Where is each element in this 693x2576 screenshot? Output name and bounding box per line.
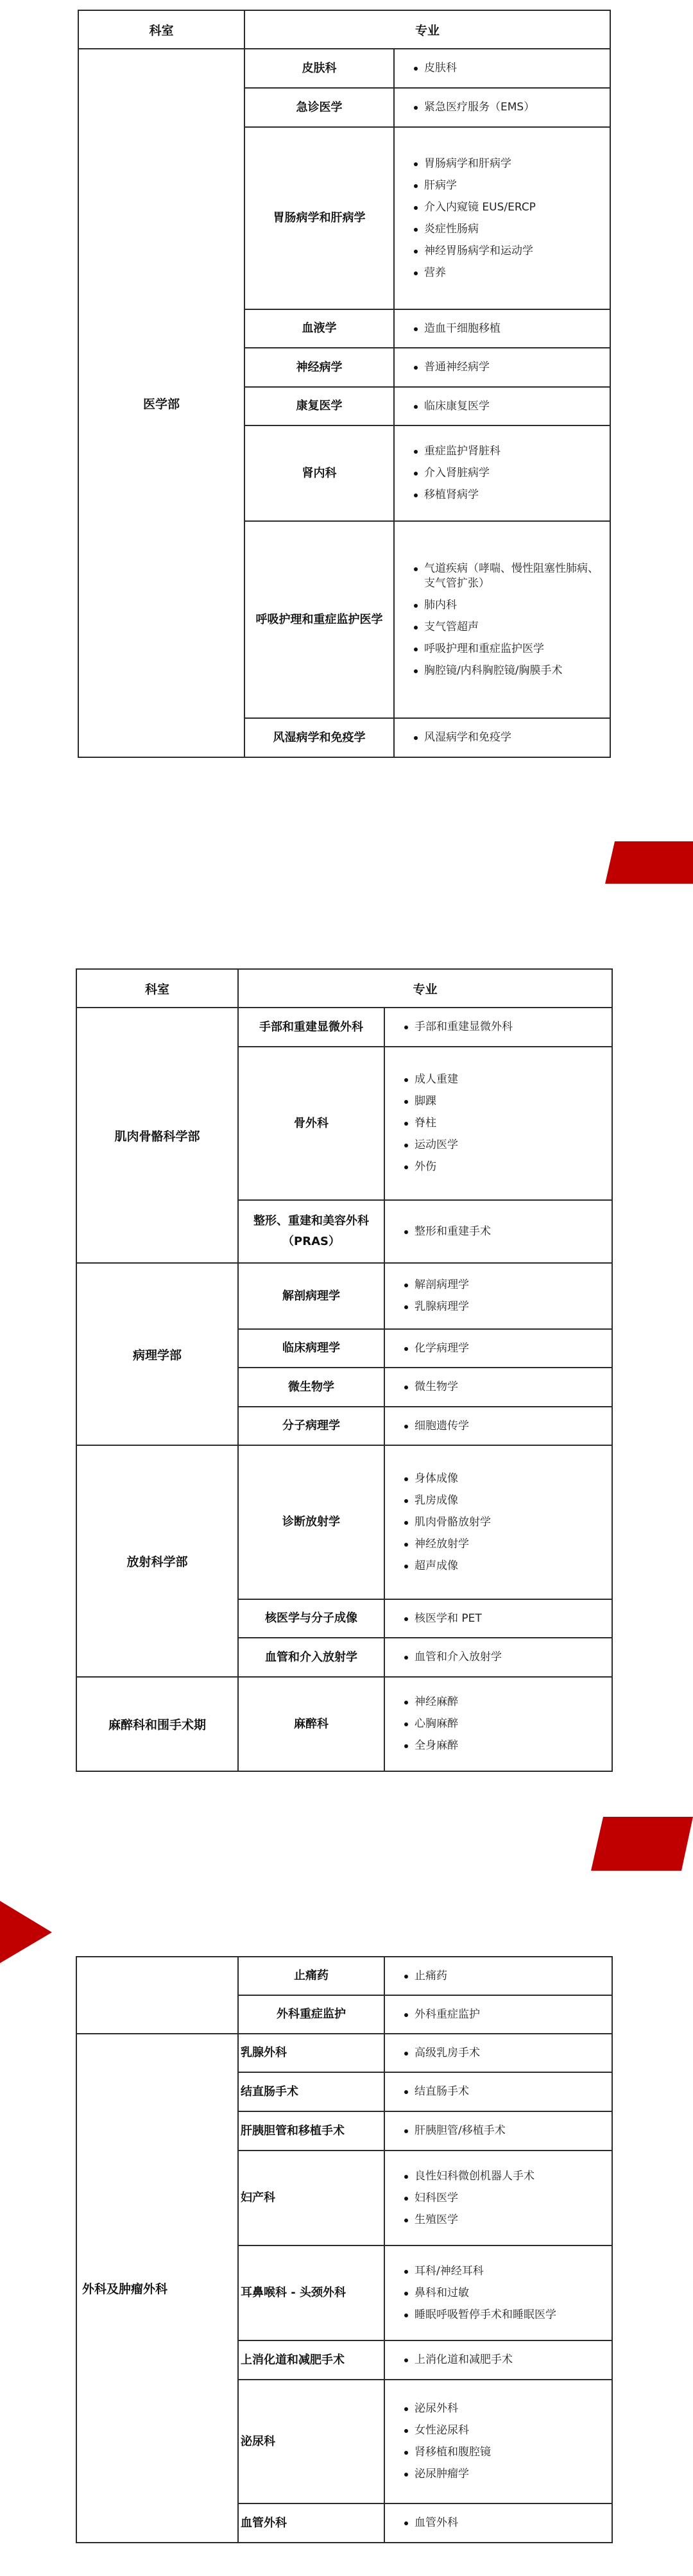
sub-department: 分子病理学	[238, 1407, 384, 1445]
specialty-item: 神经胃肠病学和运动学	[414, 244, 603, 259]
specialty-item: 耳科/神经耳科	[404, 2264, 605, 2279]
specialty-item: 普通神经病学	[414, 360, 603, 375]
sub-department: 麻醉科	[238, 1677, 384, 1771]
specialty-list	[384, 1407, 612, 1445]
specialty-item: 重症监护肾脏科	[414, 444, 603, 459]
sub-department: 神经病学	[244, 348, 394, 387]
sub-department: 妇产科	[238, 2151, 384, 2245]
specialty-list	[384, 1599, 612, 1638]
specialty-item: 乳房成像	[404, 1493, 605, 1508]
specialty-item: 肺内科	[414, 598, 603, 613]
sub-department: 康复医学	[244, 387, 394, 425]
specialty-item: 女性泌尿科	[404, 2423, 605, 2438]
specialty-item: 心胸麻醉	[404, 1717, 605, 1731]
department-cell: 放射科学部	[76, 1445, 238, 1677]
sub-department: 血管和介入放射学	[238, 1638, 384, 1677]
specialty-item: 上消化道和减肥手术	[404, 2353, 605, 2367]
specialty-item: 脚踝	[404, 1094, 605, 1109]
specialty-item: 乳腺病理学	[404, 1300, 605, 1314]
specialty-item: 介入肾脏病学	[414, 466, 603, 481]
specialty-item: 临床康复医学	[414, 399, 603, 414]
department-table-2	[76, 968, 613, 1772]
specialty-list	[384, 2245, 612, 2340]
specialty-item: 移植肾病学	[414, 488, 603, 502]
red-arrow-shape	[0, 1901, 52, 1963]
specialty-item: 胸腔镜/内科胸腔镜/胸膜手术	[414, 664, 603, 678]
specialty-list	[384, 1008, 612, 1047]
specialty-item: 造血干细胞移植	[414, 322, 603, 336]
department-table-3	[76, 1956, 613, 2543]
specialty-item: 鼻科和过敏	[404, 2286, 605, 2301]
specialty-item: 外伤	[404, 1160, 605, 1174]
specialty-list	[384, 1368, 612, 1407]
specialty-item: 血管和介入放射学	[404, 1650, 605, 1665]
sub-department: 血管外科	[238, 2503, 384, 2543]
specialty-item: 皮肤科	[414, 61, 603, 76]
specialty-item: 运动医学	[404, 1138, 605, 1153]
specialty-item: 生殖医学	[404, 2213, 605, 2228]
sub-department: 诊断放射学	[238, 1445, 384, 1599]
sub-department: 微生物学	[238, 1368, 384, 1407]
sub-department: 耳鼻喉科 - 头颈外科	[238, 2245, 384, 2340]
specialty-list	[384, 2340, 612, 2380]
specialty-item: 神经麻醉	[404, 1695, 605, 1710]
specialty-item: 细胞遗传学	[404, 1419, 605, 1434]
specialty-item: 肝病学	[414, 178, 603, 193]
specialty-item: 良性妇科微创机器人手术	[404, 2169, 605, 2184]
specialty-item: 超声成像	[404, 1559, 605, 1574]
specialty-list	[384, 1445, 612, 1599]
header-department: 科室	[78, 10, 244, 49]
specialty-item: 结直肠手术	[404, 2084, 605, 2099]
specialty-item: 脊柱	[404, 1116, 605, 1131]
sub-department: 外科重症监护	[238, 1995, 384, 2034]
specialty-item: 解剖病理学	[404, 1278, 605, 1292]
specialty-item: 手部和重建显微外科	[404, 1020, 605, 1035]
header-specialty: 专业	[238, 969, 612, 1008]
specialty-item: 肾移植和腹腔镜	[404, 2445, 605, 2460]
specialty-item: 肝胰胆管/移植手术	[404, 2124, 605, 2138]
header-specialty: 专业	[244, 10, 610, 49]
specialty-item: 神经放射学	[404, 1537, 605, 1552]
specialty-item: 止痛药	[404, 1969, 605, 1984]
specialty-list	[384, 1200, 612, 1263]
specialty-item: 泌尿外科	[404, 2401, 605, 2416]
specialty-item: 微生物学	[404, 1380, 605, 1395]
specialty-item: 化学病理学	[404, 1341, 605, 1356]
department-cell: 病理学部	[76, 1263, 238, 1445]
red-banner-shape-2	[591, 1817, 693, 1871]
specialty-item: 妇科医学	[404, 2191, 605, 2206]
sub-department: 泌尿科	[238, 2380, 384, 2503]
header-department: 科室	[76, 969, 238, 1008]
sub-department: 乳腺外科	[238, 2034, 384, 2072]
sub-department: 风湿病学和免疫学	[244, 718, 394, 757]
sub-department: 血液学	[244, 309, 394, 348]
specialty-item: 外科重症监护	[404, 2007, 605, 2022]
specialty-item: 气道疾病（哮喘、慢性阻塞性肺病、支气管扩张）	[414, 562, 603, 591]
specialty-list	[384, 1677, 612, 1771]
department-cell: 外科及肿瘤外科	[76, 2034, 238, 2543]
sub-department: 临床病理学	[238, 1329, 384, 1368]
specialty-item: 血管外科	[404, 2516, 605, 2530]
specialty-item: 胃肠病学和肝病学	[414, 157, 603, 171]
sub-department: 解剖病理学	[238, 1263, 384, 1329]
specialty-item: 核医学和 PET	[404, 1611, 605, 1626]
sub-department: 结直肠手术	[238, 2072, 384, 2111]
specialty-list	[384, 1995, 612, 2034]
department-cell-continued	[76, 1957, 238, 2034]
specialty-list	[384, 2111, 612, 2151]
specialty-item: 肌肉骨骼放射学	[404, 1515, 605, 1530]
red-banner-shape-1	[605, 841, 693, 884]
sub-department: 骨外科	[238, 1047, 384, 1200]
specialty-item: 风湿病学和免疫学	[414, 730, 603, 745]
specialty-item: 炎症性肠病	[414, 222, 603, 237]
specialty-list	[384, 2072, 612, 2111]
sub-department: 整形、重建和美容外科（PRAS）	[238, 1200, 384, 1263]
sub-department: 胃肠病学和肝病学	[244, 127, 394, 309]
specialty-item: 身体成像	[404, 1472, 605, 1486]
sub-department: 上消化道和减肥手术	[238, 2340, 384, 2380]
specialty-item: 高级乳房手术	[404, 2046, 605, 2061]
sub-department: 皮肤科	[244, 49, 394, 88]
department-cell: 麻醉科和围手术期	[76, 1677, 238, 1771]
specialty-list	[384, 1329, 612, 1368]
specialty-item: 全身麻醉	[404, 1739, 605, 1753]
sub-department: 呼吸护理和重症监护医学	[244, 521, 394, 718]
specialty-item: 介入内窥镜 EUS/ERCP	[414, 200, 603, 215]
specialty-item: 泌尿肿瘤学	[404, 2467, 605, 2482]
department-cell: 医学部	[78, 49, 244, 757]
specialty-list	[384, 2380, 612, 2503]
specialty-list	[384, 2503, 612, 2543]
specialty-item: 睡眠呼吸暂停手术和睡眠医学	[404, 2308, 605, 2323]
specialty-item: 支气管超声	[414, 620, 603, 635]
specialty-item: 营养	[414, 266, 603, 280]
sub-department: 核医学与分子成像	[238, 1599, 384, 1638]
department-cell: 肌肉骨骼科学部	[76, 1008, 238, 1263]
specialty-item: 紧急医疗服务（EMS）	[414, 100, 603, 115]
sub-department: 急诊医学	[244, 88, 394, 127]
specialty-list	[384, 1957, 612, 1995]
specialty-item: 呼吸护理和重症监护医学	[414, 642, 603, 657]
sub-department: 手部和重建显微外科	[238, 1008, 384, 1047]
specialty-item: 整形和重建手术	[404, 1224, 605, 1239]
specialty-list	[384, 1047, 612, 1200]
specialty-list	[384, 2034, 612, 2072]
specialty-item: 成人重建	[404, 1072, 605, 1087]
sub-department: 肝胰胆管和移植手术	[238, 2111, 384, 2151]
specialty-list	[384, 1263, 612, 1329]
sub-department: 止痛药	[238, 1957, 384, 1995]
specialty-list	[384, 1638, 612, 1677]
specialty-list	[384, 2151, 612, 2245]
sub-department: 肾内科	[244, 425, 394, 521]
